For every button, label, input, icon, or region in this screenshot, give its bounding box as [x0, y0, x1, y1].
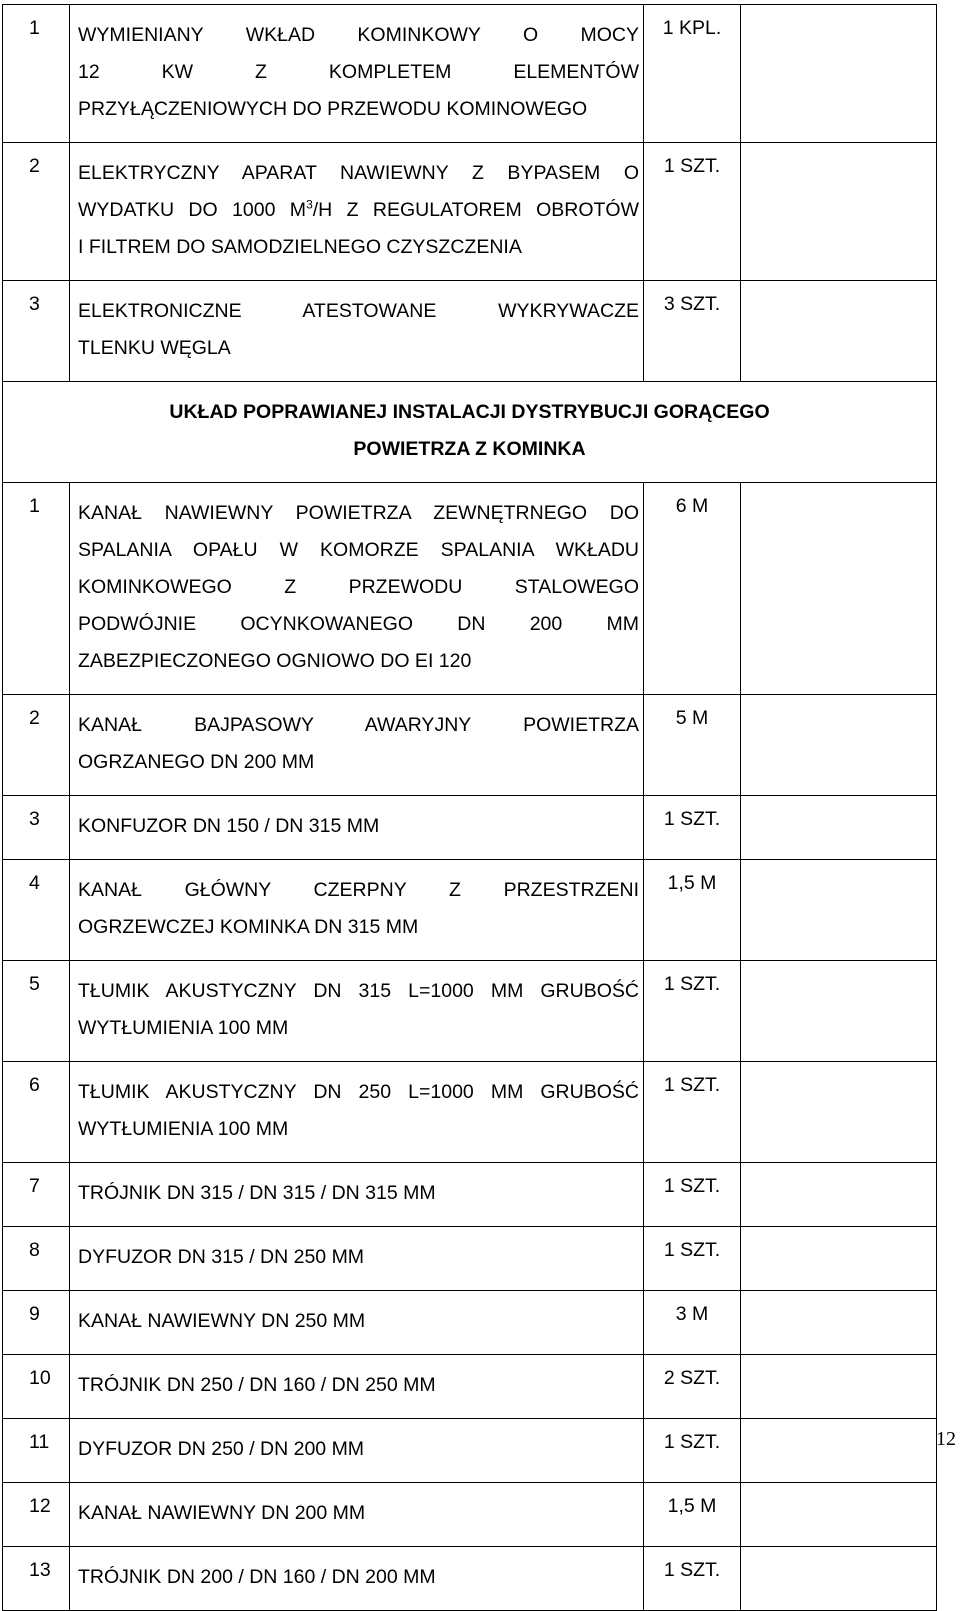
description-line: TRÓJNIK DN 250 / DN 160 / DN 250 MM	[78, 1374, 436, 1396]
row-number: 5	[3, 961, 70, 1062]
row-description	[70, 143, 644, 281]
row-empty-cell	[741, 1062, 937, 1163]
row-quantity: 1,5 M	[644, 1483, 741, 1547]
description-line: WYTŁUMIENIA 100 MM	[78, 1118, 289, 1140]
row-quantity: 1 SZT.	[644, 143, 741, 281]
description-line	[78, 192, 639, 229]
description-line: 12 KW Z KOMPLETEM ELEMENTÓW	[78, 61, 639, 83]
row-description	[70, 1163, 644, 1227]
row-quantity: 1 KPL.	[644, 5, 741, 143]
row-description	[70, 281, 644, 382]
row-number: 8	[3, 1227, 70, 1291]
description-line: PRZYŁĄCZENIOWYCH DO PRZEWODU KOMINOWEGO	[78, 98, 588, 120]
row-number: 3	[3, 281, 70, 382]
row-number: 13	[3, 1547, 70, 1611]
description-line: KOMINKOWEGO Z PRZEWODU STALOWEGO	[78, 576, 639, 598]
table-row	[3, 961, 937, 1062]
description-line: PODWÓJNIE OCYNKOWANEGO DN 200 MM	[78, 613, 639, 635]
row-empty-cell	[741, 281, 937, 382]
superscript: 3	[306, 197, 313, 212]
row-number: 1	[3, 483, 70, 695]
row-description	[70, 860, 644, 961]
section-header-line: UKŁAD POPRAWIANEJ INSTALACJI DYSTRYBUCJI GORĄCEGO	[169, 401, 770, 423]
page-number: 12	[936, 1428, 956, 1450]
row-number: 11	[3, 1419, 70, 1483]
table-row	[3, 143, 937, 281]
description-line: OGRZANEGO DN 200 MM	[78, 751, 315, 773]
table-row	[3, 1291, 937, 1355]
row-empty-cell	[741, 1547, 937, 1611]
description-line: DYFUZOR DN 250 / DN 200 MM	[78, 1438, 365, 1460]
row-empty-cell	[741, 483, 937, 695]
table-row	[3, 695, 937, 796]
table-row	[3, 483, 937, 695]
description-line: KANAŁ GŁÓWNY CZERPNY Z PRZESTRZENI	[78, 879, 639, 901]
description-line: TRÓJNIK DN 315 / DN 315 / DN 315 MM	[78, 1182, 436, 1204]
description-fragment: WYDATKU DO 1000 M	[78, 199, 307, 221]
description-line: TŁUMIK AKUSTYCZNY DN 315 L=1000 MM GRUBOŚĆ	[78, 980, 639, 1002]
row-number: 1	[3, 5, 70, 143]
row-quantity: 1 SZT.	[644, 796, 741, 860]
description-line: TŁUMIK AKUSTYCZNY DN 250 L=1000 MM GRUBOŚĆ	[78, 1081, 639, 1103]
table-row	[3, 5, 937, 143]
row-number: 10	[3, 1355, 70, 1419]
row-quantity: 2 SZT.	[644, 1355, 741, 1419]
description-line: DYFUZOR DN 315 / DN 250 MM	[78, 1246, 365, 1268]
section-header-row	[3, 382, 937, 483]
description-line: KANAŁ BAJPASOWY AWARYJNY POWIETRZA	[78, 714, 639, 736]
table-row	[3, 1227, 937, 1291]
row-description	[70, 695, 644, 796]
row-number: 2	[3, 695, 70, 796]
table-row	[3, 1163, 937, 1227]
row-empty-cell	[741, 1163, 937, 1227]
table-row	[3, 281, 937, 382]
table-row	[3, 1419, 937, 1483]
description-line: WYTŁUMIENIA 100 MM	[78, 1017, 289, 1039]
table-row	[3, 796, 937, 860]
row-number: 7	[3, 1163, 70, 1227]
description-line: SPALANIA OPAŁU W KOMORZE SPALANIA WKŁADU	[78, 539, 639, 561]
row-empty-cell	[741, 695, 937, 796]
description-line: KANAŁ NAWIEWNY DN 250 MM	[78, 1310, 366, 1332]
row-quantity: 1 SZT.	[644, 1547, 741, 1611]
row-empty-cell	[741, 796, 937, 860]
description-line: ELEKTRONICZNE ATESTOWANE WYKRYWACZE	[78, 300, 639, 322]
row-number: 3	[3, 796, 70, 860]
table-row	[3, 1062, 937, 1163]
table-row	[3, 860, 937, 961]
row-quantity: 1 SZT.	[644, 1419, 741, 1483]
row-number: 12	[3, 1483, 70, 1547]
row-empty-cell	[741, 5, 937, 143]
row-number: 9	[3, 1291, 70, 1355]
section-header-line: POWIETRZA Z KOMINKA	[353, 438, 586, 460]
row-description	[70, 961, 644, 1062]
row-empty-cell	[741, 961, 937, 1062]
row-description	[70, 1062, 644, 1163]
row-empty-cell	[741, 143, 937, 281]
row-empty-cell	[741, 860, 937, 961]
row-description	[70, 1419, 644, 1483]
row-quantity: 1,5 M	[644, 860, 741, 961]
row-quantity: 3 M	[644, 1291, 741, 1355]
row-quantity: 5 M	[644, 695, 741, 796]
description-line: KANAŁ NAWIEWNY POWIETRZA ZEWNĘTRNEGO DO	[78, 502, 639, 524]
row-quantity: 3 SZT.	[644, 281, 741, 382]
row-quantity: 1 SZT.	[644, 1163, 741, 1227]
table-row	[3, 1547, 937, 1611]
row-quantity: 1 SZT.	[644, 1227, 741, 1291]
row-description	[70, 1355, 644, 1419]
description-line: KANAŁ NAWIEWNY DN 200 MM	[78, 1502, 366, 1524]
row-description	[70, 483, 644, 695]
description-line: ELEKTRYCZNY APARAT NAWIEWNY Z BYPASEM O	[78, 162, 639, 184]
row-quantity: 1 SZT.	[644, 961, 741, 1062]
description-line: OGRZEWCZEJ KOMINKA DN 315 MM	[78, 916, 419, 938]
row-quantity: 6 M	[644, 483, 741, 695]
row-description	[70, 1227, 644, 1291]
section-header	[3, 382, 937, 483]
description-fragment: /H Z REGULATOREM OBROTÓW	[312, 199, 639, 221]
description-line: TRÓJNIK DN 200 / DN 160 / DN 200 MM	[78, 1566, 436, 1588]
row-empty-cell	[741, 1227, 937, 1291]
row-description	[70, 5, 644, 143]
row-number: 4	[3, 860, 70, 961]
table-row	[3, 1483, 937, 1547]
row-description	[70, 1547, 644, 1611]
description-line: TLENKU WĘGLA	[78, 337, 231, 359]
description-line: KONFUZOR DN 150 / DN 315 MM	[78, 815, 380, 837]
row-number: 6	[3, 1062, 70, 1163]
row-description	[70, 1291, 644, 1355]
row-empty-cell	[741, 1483, 937, 1547]
row-number: 2	[3, 143, 70, 281]
row-description	[70, 1483, 644, 1547]
row-empty-cell	[741, 1291, 937, 1355]
row-quantity: 1 SZT.	[644, 1062, 741, 1163]
equipment-table	[2, 4, 937, 1611]
description-line: I FILTREM DO SAMODZIELNEGO CZYSZCZENIA	[78, 236, 522, 258]
row-description	[70, 796, 644, 860]
table-row	[3, 1355, 937, 1419]
description-line: ZABEZPIECZONEGO OGNIOWO DO EI 120	[78, 650, 472, 672]
description-line: WYMIENIANY WKŁAD KOMINKOWY O MOCY	[78, 24, 639, 46]
row-empty-cell	[741, 1355, 937, 1419]
row-empty-cell	[741, 1419, 937, 1483]
